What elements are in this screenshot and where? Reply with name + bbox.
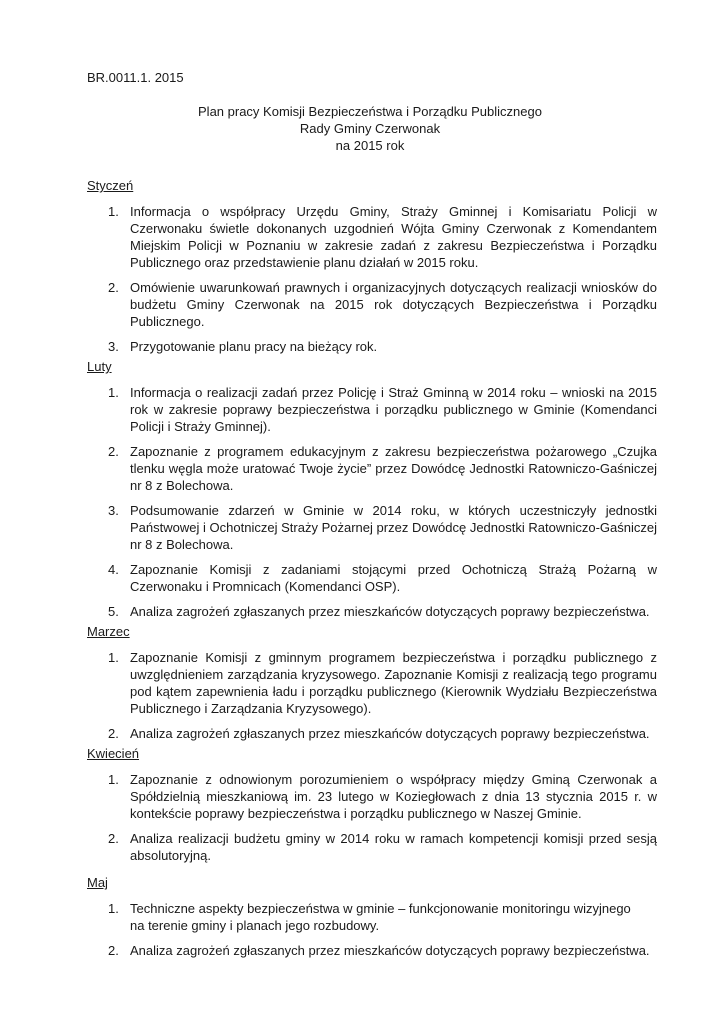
item-number: 2. [108, 943, 119, 958]
item-number: 3. [108, 339, 119, 354]
item-number: 4. [108, 562, 119, 577]
list-item [87, 942, 657, 959]
item-number: 2. [108, 280, 119, 295]
february-list [87, 384, 657, 620]
item-number: 1. [108, 385, 119, 400]
month-heading-april: Kwiecień [87, 746, 140, 761]
item-text: Podsumowanie zdarzeń w Gminie w 2014 roku, w których uczestniczyły jednostki Państwowej i Ochotniczej Straży Pożarnej przez Dowódcę Jednostki Ratowniczo-Gaśniczej nr 8 z Bolechowa. [130, 503, 657, 552]
list-item [87, 771, 657, 822]
item-text: Zapoznanie z programem edukacyjnym z zakresu bezpieczeństwa pożarowego „Czujka tlenku węgla może uratować Twoje życie” przez Dowódcę Jednostki Ratowniczo-Gaśniczej nr 8 z Bolechowa. [130, 444, 657, 493]
title-line: na 2015 rok [335, 138, 405, 153]
item-number: 3. [108, 503, 119, 518]
list-item [87, 502, 657, 553]
document-reference: BR.0011.1. 2015 [87, 70, 184, 85]
item-text: Informacja o współpracy Urzędu Gminy, Straży Gminnej i Komisariatu Policji w Czerwonaku świetle dokonanych uzgodnień Wójta Gminy Czerwonak z Komendantem Miejskim Policji w Poznaniu w zakresie zadań z zakresu Bezpieczeństwa i Porządku Publicznego oraz przedstawienie planu działań w 2015 roku. [130, 204, 657, 270]
document-title [87, 103, 653, 154]
list-item [87, 830, 657, 864]
item-number: 1. [108, 204, 119, 219]
item-text: Informacja o realizacji zadań przez Policję i Straż Gminną w 2014 roku – wnioski na 2015 rok w zakresie poprawy bezpieczeństwa i porządku publicznego w Gminie (Komendanci Policji i Straży Gminnej). [130, 385, 657, 434]
list-item [87, 900, 640, 934]
month-heading-march: Marzec [87, 624, 130, 639]
list-item [87, 725, 657, 742]
list-item [87, 649, 657, 717]
item-text: Zapoznanie z odnowionym porozumieniem o współpracy między Gminą Czerwonak a Spółdzielnią mieszkaniową im. 23 lutego w Koziegłowach z dnia 13 stycznia 2015 r. w kontekście poprawy bezpieczeństwa i porządku publicznego w Naszej Gminie. [130, 772, 657, 821]
item-text: Zapoznanie Komisji z gminnym programem bezpieczeństwa i porządku publicznego z uwzględnieniem zarządzania kryzysowego. Zapoznanie Komisji z realizacją tego programu pod kątem zapewnienia ładu i porządku publicznego (Kierownik Wydziału Bezpieczeństwa Publicznego i Zarządzania Kryzysowego). [130, 650, 657, 716]
item-number: 1. [108, 901, 119, 916]
item-text: Omówienie uwarunkowań prawnych i organizacyjnych dotyczących realizacji wniosków do budżetu Gminy Czerwonak na 2015 rok dotyczących Bezpieczeństwa i Porządku Publicznego. [130, 280, 657, 329]
item-number: 1. [108, 772, 119, 787]
item-text: Techniczne aspekty bezpieczeństwa w gminie – funkcjonowanie monitoringu wizyjnego na terenie gminy i planach jego rozbudowy. [130, 901, 631, 933]
plan-content [87, 177, 657, 967]
item-number: 2. [108, 831, 119, 846]
month-heading-january: Styczeń [87, 178, 134, 193]
list-item [87, 279, 657, 330]
april-list [87, 771, 657, 864]
item-text: Analiza zagrożeń zgłaszanych przez mieszkańców dotyczących poprawy bezpieczeństwa. [130, 943, 650, 958]
list-item [87, 203, 657, 271]
item-number: 5. [108, 604, 119, 619]
month-heading-february: Luty [87, 359, 112, 374]
list-item [87, 603, 657, 620]
january-list [87, 203, 657, 355]
item-text: Przygotowanie planu pracy na bieżący rok. [130, 339, 378, 354]
list-item [87, 384, 657, 435]
item-text: Analiza zagrożeń zgłaszanych przez mieszkańców dotyczących poprawy bezpieczeństwa. [130, 726, 650, 741]
title-line: Rady Gminy Czerwonak [299, 121, 441, 136]
item-text: Analiza realizacji budżetu gminy w 2014 roku w ramach kompetencji komisji przed sesją absolutoryjną. [130, 831, 657, 863]
title-line: Plan pracy Komisji Bezpieczeństwa i Porządku Publicznego [198, 104, 542, 119]
item-number: 2. [108, 726, 119, 741]
list-item [87, 443, 657, 494]
list-item [87, 338, 657, 355]
item-number: 2. [108, 444, 119, 459]
item-text: Zapoznanie Komisji z zadaniami stojącymi przed Ochotniczą Strażą Pożarną w Czerwonaku i Promnicach (Komendanci OSP). [130, 562, 657, 594]
list-item [87, 561, 657, 595]
item-number: 1. [108, 650, 119, 665]
may-list [87, 900, 657, 959]
month-heading-may: Maj [87, 875, 108, 890]
item-text: Analiza zagrożeń zgłaszanych przez mieszkańców dotyczących poprawy bezpieczeństwa. [130, 604, 650, 619]
march-list [87, 649, 657, 742]
